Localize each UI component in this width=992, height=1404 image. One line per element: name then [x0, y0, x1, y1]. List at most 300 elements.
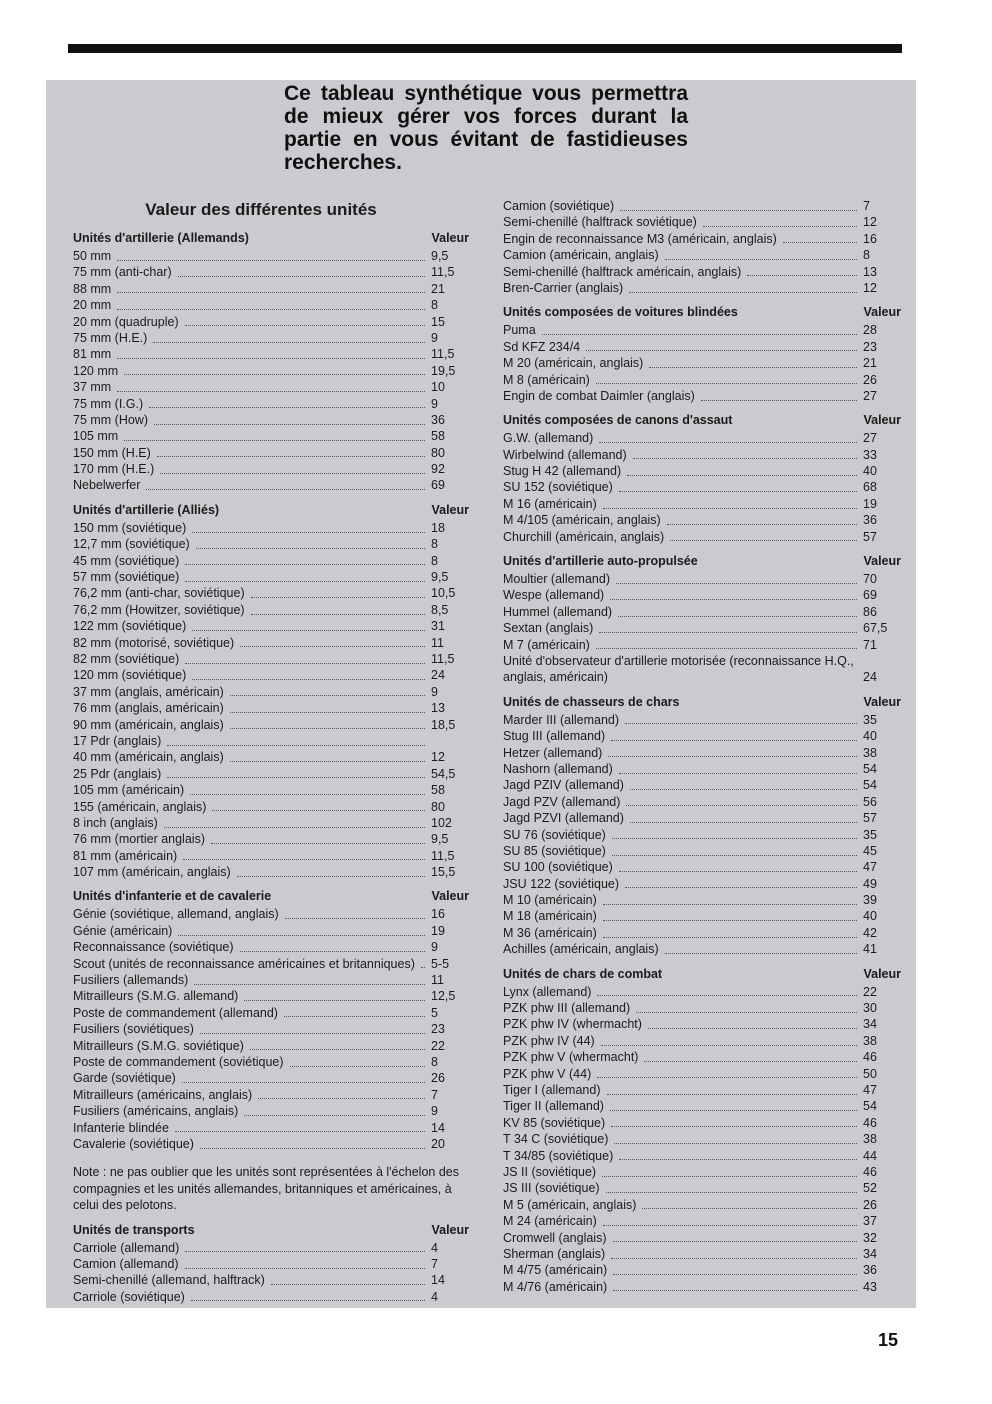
unit-name: T 34 C (soviétique): [503, 1132, 609, 1147]
table-row: [73, 330, 469, 346]
unit-value: 19: [863, 496, 877, 511]
unit-value: 28: [863, 323, 877, 338]
unit-value: 12,5: [431, 989, 456, 1004]
dot-leader: [211, 835, 425, 844]
dot-leader: [251, 589, 425, 598]
unit-value: 21: [863, 356, 877, 371]
unit-name: KV 85 (soviétique): [503, 1115, 606, 1130]
table-row: [73, 782, 469, 798]
unit-name: 107 mm (américain, anglais): [73, 865, 231, 880]
value-header: Valeur: [863, 966, 901, 981]
dot-leader: [185, 556, 425, 565]
unit-name: 150 mm (soviétique): [73, 520, 187, 535]
unit-value: 37: [863, 1214, 877, 1229]
unit-value: 9: [431, 940, 438, 955]
unit-name: Nebelwerfer: [73, 478, 141, 493]
unit-name: Hummel (allemand): [503, 604, 613, 619]
unit-value: 20: [431, 1136, 445, 1151]
dot-leader: [185, 573, 425, 582]
unit-value: 5-5: [431, 956, 450, 971]
unit-name: Achilles (américain, anglais): [503, 942, 659, 957]
section-heading: [503, 410, 901, 430]
unit-value: 46: [863, 1164, 877, 1179]
table-row: [503, 198, 901, 214]
unit-value: 8: [431, 537, 438, 552]
unit-value: 54: [863, 1099, 877, 1114]
table-row: [503, 280, 901, 296]
unit-name: Semi-chenillé (halftrack soviétique): [503, 215, 697, 230]
unit-value: 57: [863, 529, 877, 544]
unit-name: M 18 (américain): [503, 909, 597, 924]
dot-leader: [603, 1217, 857, 1226]
unit-name: Scout (unités de reconnaissance américaines et britanniques): [73, 956, 415, 971]
dot-leader: [542, 326, 857, 335]
unit-value: 68: [863, 480, 877, 495]
unit-name: 17 Pdr (anglais): [73, 733, 162, 748]
unit-value: 9: [431, 330, 438, 345]
unit-value: 24: [431, 668, 445, 683]
dot-leader: [619, 1151, 857, 1160]
dot-leader: [117, 301, 425, 310]
unit-value: 12: [431, 750, 445, 765]
table-row: [503, 777, 901, 793]
table-row: [73, 379, 469, 395]
unit-value: 36: [863, 1263, 877, 1278]
dot-leader: [701, 392, 857, 401]
unit-value: 9: [431, 684, 438, 699]
unit-value: 14: [431, 1273, 445, 1288]
table-row: [73, 799, 469, 815]
dot-leader: [644, 1053, 857, 1062]
table-row: [503, 1197, 901, 1213]
unit-name: Sherman (anglais): [503, 1246, 606, 1261]
unit-value: 11,5: [431, 651, 455, 666]
dot-leader: [667, 516, 857, 525]
unit-name: Engin de combat Daimler (anglais): [503, 388, 695, 403]
dot-leader: [629, 284, 857, 293]
unit-value: 21: [431, 281, 445, 296]
table-row: [503, 1049, 901, 1065]
table-row: [503, 728, 901, 744]
unit-name: Jagd PZV (allemand): [503, 794, 621, 809]
dot-leader: [154, 416, 425, 425]
table-row: [503, 1164, 901, 1180]
unit-value: 11,5: [431, 848, 455, 863]
table-row: [503, 1082, 901, 1098]
unit-name: JSU 122 (soviétique): [503, 876, 620, 891]
table-row: [73, 520, 469, 536]
dot-leader: [619, 863, 857, 872]
dot-leader: [596, 375, 857, 384]
dot-leader: [611, 1118, 857, 1127]
unit-name: 75 mm (How): [73, 412, 149, 427]
section-gap: [73, 1152, 469, 1158]
unit-value: 47: [863, 860, 877, 875]
table-row: [503, 876, 901, 892]
unit-name: Reconnaissance (soviétique): [73, 940, 234, 955]
unit-value: 58: [431, 429, 445, 444]
unit-value: 12: [863, 280, 877, 295]
unit-value: 9,5: [431, 249, 449, 263]
dot-leader: [603, 500, 857, 509]
unit-value: 36: [431, 412, 445, 427]
unit-name: M 20 (américain, anglais): [503, 356, 644, 371]
section-title: Unités composées de canons d'assaut: [503, 413, 733, 428]
table-row: [73, 864, 469, 880]
section-title: Unités composées de voitures blindées: [503, 305, 738, 320]
table-row: [73, 248, 469, 264]
table-row: [503, 1016, 901, 1032]
table-row: [73, 749, 469, 765]
unit-name: 81 mm (américain): [73, 848, 178, 863]
dot-leader: [164, 819, 425, 828]
dot-leader: [167, 737, 425, 746]
table-row: [73, 297, 469, 313]
dot-leader: [642, 1200, 857, 1209]
unit-name: SU 152 (soviétique): [503, 480, 613, 495]
unit-value: 11,5: [431, 265, 455, 280]
dot-leader: [665, 251, 857, 260]
unit-name: Mitrailleurs (S.M.G. soviétique): [73, 1038, 244, 1053]
table-row: [503, 761, 901, 777]
dot-leader: [244, 992, 425, 1001]
dot-leader: [603, 896, 857, 905]
dot-leader: [783, 234, 857, 243]
dot-leader: [200, 1025, 425, 1034]
unit-name: Poste de commandement (allemand): [73, 1005, 278, 1020]
dot-leader: [610, 591, 857, 600]
table-row: [503, 529, 901, 545]
unit-name: 37 mm (anglais, américain): [73, 684, 224, 699]
unit-value: 18: [431, 520, 445, 535]
unit-name: SU 85 (soviétique): [503, 843, 606, 858]
table-row: [73, 1005, 469, 1021]
table-row: [503, 571, 901, 587]
table-row: [503, 712, 901, 728]
unit-value: 102: [431, 815, 452, 830]
unit-value: 54: [863, 778, 877, 793]
table-row: [503, 1180, 901, 1196]
table-row: [73, 1054, 469, 1070]
unit-name: 82 mm (soviétique): [73, 651, 180, 666]
unit-name: Carriole (soviétique): [73, 1289, 185, 1304]
section-heading: [73, 228, 469, 248]
dot-leader: [625, 879, 857, 888]
table-row: [503, 264, 901, 280]
unit-name: Bren-Carrier (anglais): [503, 280, 624, 295]
unit-value: 33: [863, 447, 877, 462]
unit-name: 105 mm: [73, 429, 119, 444]
unit-value: 18,5: [431, 717, 456, 732]
page-number: 15: [878, 1330, 899, 1350]
unit-value: 69: [863, 588, 877, 603]
dot-leader: [610, 1102, 857, 1111]
intro-text: Ce tableau synthétique vous permettra de mieux gérer vos forces durant la partie en vous évitant de fastidieuses recherches.: [284, 82, 688, 174]
unit-name: 50 mm: [73, 249, 112, 263]
unit-name: Tiger II (allemand): [503, 1099, 604, 1114]
unit-name: M 36 (américain): [503, 925, 597, 940]
unit-name: SU 100 (soviétique): [503, 860, 613, 875]
table-row: [73, 923, 469, 939]
unit-name: Hetzer (allemand): [503, 745, 603, 760]
unit-value: 19,5: [431, 363, 456, 378]
unit-name: Sd KFZ 234/4: [503, 339, 581, 354]
table-row: [73, 445, 469, 461]
unit-name: Mitrailleurs (américains, anglais): [73, 1087, 253, 1102]
unit-name: Jagd PZIV (allemand): [503, 778, 624, 793]
table-row: [503, 620, 901, 636]
unit-name: M 5 (américain, anglais): [503, 1197, 637, 1212]
table-row: [73, 264, 469, 280]
table-row: [503, 941, 901, 957]
unit-name: PZK phw V (whermacht): [503, 1050, 639, 1065]
unit-name: Camion (soviétique): [503, 199, 615, 213]
unit-name: 75 mm (H.E.): [73, 330, 148, 345]
unit-value: 15,5: [431, 865, 456, 880]
dot-leader: [160, 465, 425, 474]
table-row: [503, 794, 901, 810]
unit-name: G.W. (allemand): [503, 431, 594, 446]
unit-name: 57 mm (soviétique): [73, 570, 180, 585]
unit-name: Camion (allemand): [73, 1256, 179, 1271]
dot-leader: [603, 912, 857, 921]
table-row: [503, 587, 901, 603]
table-row: [503, 843, 901, 859]
value-header: Valeur: [863, 554, 901, 569]
table-row: [73, 667, 469, 683]
dot-leader: [649, 359, 857, 368]
table-row: [73, 1038, 469, 1054]
dot-leader: [599, 434, 857, 443]
table-row: [503, 1279, 901, 1295]
dot-leader: [636, 1004, 857, 1013]
unit-name: JS II (soviétique): [503, 1164, 597, 1179]
dot-leader: [608, 748, 857, 757]
table-row: [503, 892, 901, 908]
unit-name: 81 mm: [73, 347, 112, 362]
unit-name: T 34/85 (soviétique): [503, 1148, 614, 1163]
unit-value: 38: [863, 745, 877, 760]
table-row: [503, 925, 901, 941]
dot-leader: [196, 540, 425, 549]
unit-name: 76 mm (mortier anglais): [73, 832, 205, 847]
dot-leader: [258, 1090, 425, 1099]
table-row: [73, 972, 469, 988]
unit-name: Engin de reconnaissance M3 (américain, anglais): [503, 231, 777, 246]
left-column: [73, 198, 469, 1305]
unit-name: 37 mm: [73, 380, 112, 395]
table-row: [503, 1131, 901, 1147]
dot-leader: [612, 830, 857, 839]
dot-leader: [167, 769, 425, 778]
section-title: Unités de chars de combat: [503, 966, 663, 981]
unit-name: Cromwell (anglais): [503, 1230, 607, 1245]
unit-value: 4: [431, 1240, 438, 1255]
dot-leader: [124, 432, 425, 441]
unit-name: Cavalerie (soviétique): [73, 1136, 194, 1151]
unit-value: 10,5: [431, 586, 456, 601]
table-row: [73, 1289, 469, 1305]
unit-name: 88 mm: [73, 281, 112, 296]
dot-leader: [613, 1233, 858, 1242]
dot-leader: [602, 1168, 857, 1177]
table-row: [503, 1098, 901, 1114]
unit-value: 67,5: [863, 621, 888, 636]
table-row: [503, 322, 901, 338]
unit-name: 12,7 mm (soviétique): [73, 537, 190, 552]
table-row: [503, 859, 901, 875]
unit-value: 38: [863, 1132, 877, 1147]
unit-name: Mitrailleurs (S.M.G. allemand): [73, 989, 239, 1004]
value-header: Valeur: [431, 502, 469, 517]
dot-leader: [630, 814, 857, 823]
table-row: [73, 536, 469, 552]
table-row: [73, 1136, 469, 1152]
section-heading: [73, 1220, 469, 1240]
table-row: [73, 281, 469, 297]
unit-value: 80: [431, 799, 445, 814]
table-row: [503, 214, 901, 230]
dot-leader: [185, 655, 425, 664]
unit-name: Fusiliers (soviétiques): [73, 1022, 194, 1037]
dot-leader: [611, 732, 857, 741]
unit-value: 11,5: [431, 347, 455, 362]
unit-value: 4: [431, 1289, 438, 1304]
unit-name: PZK phw III (allemand): [503, 1001, 631, 1016]
unit-name: Garde (soviétique): [73, 1071, 176, 1086]
top-rule: [68, 44, 902, 53]
unit-value: 8: [431, 1054, 438, 1069]
unit-value: 40: [863, 909, 877, 924]
table-row: [503, 447, 901, 463]
dot-leader: [192, 524, 425, 533]
dot-leader: [648, 1020, 857, 1029]
unit-value: 14: [431, 1120, 445, 1135]
dot-leader: [244, 1107, 425, 1116]
table-row: [73, 412, 469, 428]
unit-name: 150 mm (H.E): [73, 445, 151, 460]
dot-leader: [190, 786, 425, 795]
unit-name: 76 mm (anglais, américain): [73, 701, 224, 716]
unit-name: 82 mm (motorisé, soviétique): [73, 635, 235, 650]
section-gap: [503, 1295, 901, 1301]
table-row: [503, 604, 901, 620]
dot-leader: [178, 927, 425, 936]
unit-value: 15: [431, 314, 445, 329]
unit-value: 39: [863, 893, 877, 908]
unit-value: 38: [863, 1033, 877, 1048]
unit-value: 8: [431, 298, 438, 313]
dot-leader: [146, 481, 425, 490]
table-row: [503, 1033, 901, 1049]
dot-leader: [619, 483, 857, 492]
table-row: [73, 363, 469, 379]
dot-leader: [599, 624, 857, 633]
table-row: [503, 372, 901, 388]
unit-value: 13: [863, 264, 877, 279]
table-row: [503, 1230, 901, 1246]
table-row: [503, 637, 901, 653]
unit-name: 75 mm (I.G.): [73, 396, 144, 411]
table-row: [73, 700, 469, 716]
unit-value: 23: [431, 1022, 445, 1037]
table-row: [73, 1272, 469, 1288]
unit-name: Génie (soviétique, allemand, anglais): [73, 907, 279, 922]
unit-name: PZK phw V (44): [503, 1066, 592, 1081]
section-title: Unités d'artillerie auto-propulsée: [503, 554, 698, 569]
table-row: [73, 956, 469, 972]
unit-value: 19: [431, 923, 445, 938]
unit-name: Génie (américain): [73, 923, 173, 938]
unit-name: Lynx (allemand): [503, 984, 592, 999]
unit-name: Stug H 42 (allemand): [503, 464, 622, 479]
dot-leader: [230, 720, 425, 729]
dot-leader: [620, 202, 857, 211]
dot-leader: [185, 1260, 425, 1269]
dot-leader: [625, 715, 857, 724]
dot-leader: [619, 765, 857, 774]
unit-value: 16: [431, 907, 445, 922]
table-row: [73, 684, 469, 700]
value-header: Valeur: [863, 413, 901, 428]
unit-value: 26: [863, 1197, 877, 1212]
unit-value: 52: [863, 1181, 877, 1196]
dot-leader: [290, 1058, 425, 1067]
dot-leader: [613, 1266, 857, 1275]
dot-leader: [670, 532, 857, 541]
dot-leader: [240, 943, 425, 952]
section-heading: [503, 692, 901, 712]
unit-value: 41: [863, 942, 877, 957]
dot-leader: [192, 622, 425, 631]
dot-leader: [230, 753, 425, 762]
dot-leader: [175, 1123, 425, 1132]
dot-leader: [192, 671, 425, 680]
dot-leader: [178, 268, 425, 277]
unit-value: 8: [863, 248, 870, 263]
dot-leader: [117, 284, 425, 293]
table-row: [73, 602, 469, 618]
unit-name: 75 mm (anti-char): [73, 265, 172, 280]
table-row: [503, 810, 901, 826]
dot-leader: [185, 1243, 425, 1252]
dot-leader: [153, 334, 425, 343]
unit-name: Moultier (allemand): [503, 572, 610, 587]
table-row: [73, 848, 469, 864]
footnote: Note : ne pas oublier que les unités sont représentées à l'échelon des compagnies et les unités allemandes, britanniques et américaines, à celui des pelotons.: [73, 1165, 459, 1213]
section-title: Unités de transports: [73, 1222, 195, 1237]
right-column: [503, 198, 901, 1301]
unit-value: 71: [863, 637, 877, 652]
table-row: [73, 1120, 469, 1136]
unit-value: 43: [863, 1279, 877, 1294]
unit-value: 27: [863, 388, 877, 403]
table-row: [73, 906, 469, 922]
unit-value: 12: [863, 215, 877, 230]
table-row: [503, 653, 901, 686]
unit-value: 45: [863, 843, 877, 858]
unit-value: 49: [863, 876, 877, 891]
dot-leader: [597, 1069, 857, 1078]
unit-value: 36: [863, 513, 877, 528]
unit-name: Semi-chenillé (halftrack américain, anglais): [503, 264, 742, 279]
table-row: [73, 569, 469, 585]
unit-value: 23: [863, 339, 877, 354]
unit-name: 105 mm (américain): [73, 783, 185, 798]
section-title: Unités d'artillerie (Alliés): [73, 502, 220, 517]
unit-name: M 24 (américain): [503, 1214, 597, 1229]
section-heading: [73, 886, 469, 906]
